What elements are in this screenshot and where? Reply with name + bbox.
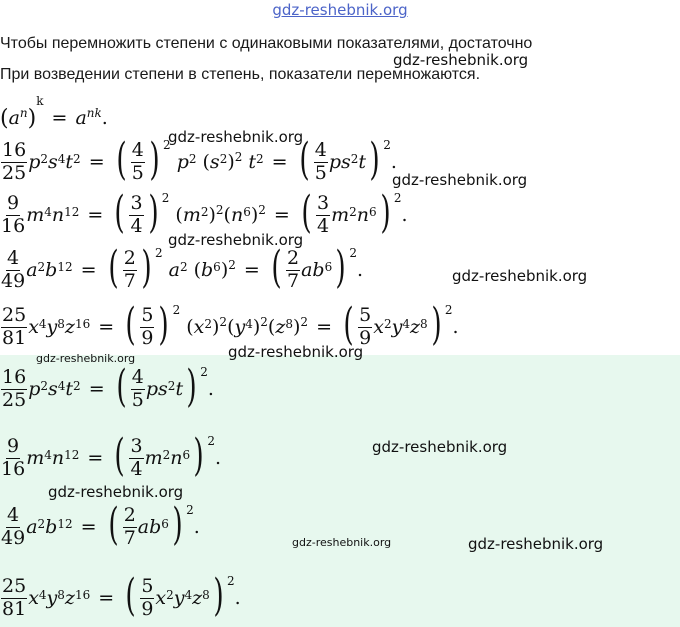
watermark-text: gdz-reshebnik.org — [468, 535, 604, 553]
watermark-text: gdz-reshebnik.org — [168, 231, 304, 249]
watermark-text: gdz-reshebnik.org — [393, 51, 529, 69]
watermark-text: gdz-reshebnik.org — [48, 483, 184, 501]
watermark-text: gdz-reshebnik.org — [168, 128, 304, 146]
watermark-text: gdz-reshebnik.org — [292, 536, 392, 549]
answer-equation-1: $\frac{16}{25}$ $p^2s^4t^2$ = ( $\frac{4}{5}$ $ps^2t$ ) $^2$ . — [2, 361, 214, 412]
site-watermark-link[interactable]: gdz-reshebnik.org — [272, 1, 408, 19]
rule-inner-exp: n — [19, 105, 28, 120]
watermark-text: gdz-reshebnik.org — [452, 267, 588, 285]
answer-equation-2: $\frac{9}{16}$ $m^4n^{12}$ = ( $\frac{3}{4}$ $m^2n^6$ ) $^2$ . — [1, 430, 221, 481]
expanded-equation-2: $\frac{9}{16}$ $m^4n^{12}$ = ( $\frac{3}{4}$ ) $^2$ ( $m^2$ ) $^2$ ( $n^6$ ) $^2$ = ( $\frac{3}{4}$ $m^2n^6$ ) $^2$ . — [1, 187, 408, 238]
expanded-equation-3: $\frac{4}{49}$ $a^2b^{12}$ = ( $\frac{2}{7}$ ) $^2$ $a^2$ ( $b^6$ ) $^2$ = ( $\frac{2}{7}$ $ab^6$ ) $^2$ . — [1, 242, 364, 293]
answer-equation-4: $\frac{25}{81}$ $x^4y^8z^{16}$ = ( $\frac{5}{9}$ $x^2y^4z^8$ ) $^2$ . — [2, 570, 241, 621]
watermark-text: gdz-reshebnik.org — [372, 438, 508, 456]
expanded-equation-4: $\frac{25}{81}$ $x^4y^8z^{16}$ = ( $\frac{5}{9}$ ) $^2$ ( $x^2$ ) $^2$ ( $y^4$ ) $^2$ ( $z^8$ ) $^2$ = ( $\frac{5}{9}$ $x^2y^4z^8$ ) $^2$ . — [2, 299, 459, 350]
rule-base-result: a — [75, 107, 87, 129]
intro-line-2: При возведении степени в степень, показатели перемножаются. — [0, 66, 481, 83]
rule-result-exp: nk — [86, 105, 102, 120]
power-rule: ( a $^n$ ) $^k$ = a $^{nk}$ . — [0, 94, 108, 131]
rule-base: a — [8, 107, 20, 129]
watermark-text: gdz-reshebnik.org — [36, 352, 136, 365]
watermark-text: gdz-reshebnik.org — [392, 171, 528, 189]
intro-line-1: Чтобы перемножить степени с одинаковыми показателями, достаточно — [0, 35, 533, 52]
answer-equation-3: $\frac{4}{49}$ $a^2b^{12}$ = ( $\frac{2}{7}$ $ab^6$ ) $^2$ . — [1, 499, 200, 550]
fraction-16-25: $\frac{16}{25}$ — [2, 138, 27, 184]
watermark-text: gdz-reshebnik.org — [228, 343, 364, 361]
rule-outer-exp: k — [36, 94, 44, 109]
expanded-equation-1: $\frac{16}{25}$ $p^2s^4t^2$ = ( $\frac{4}{5}$ ) $^2$ $p^2$ ( $s^2$ ) $^2$ $t^2$ = ( $\frac{4}{5}$ $ps^2t$ ) $^2$ . — [2, 134, 397, 185]
